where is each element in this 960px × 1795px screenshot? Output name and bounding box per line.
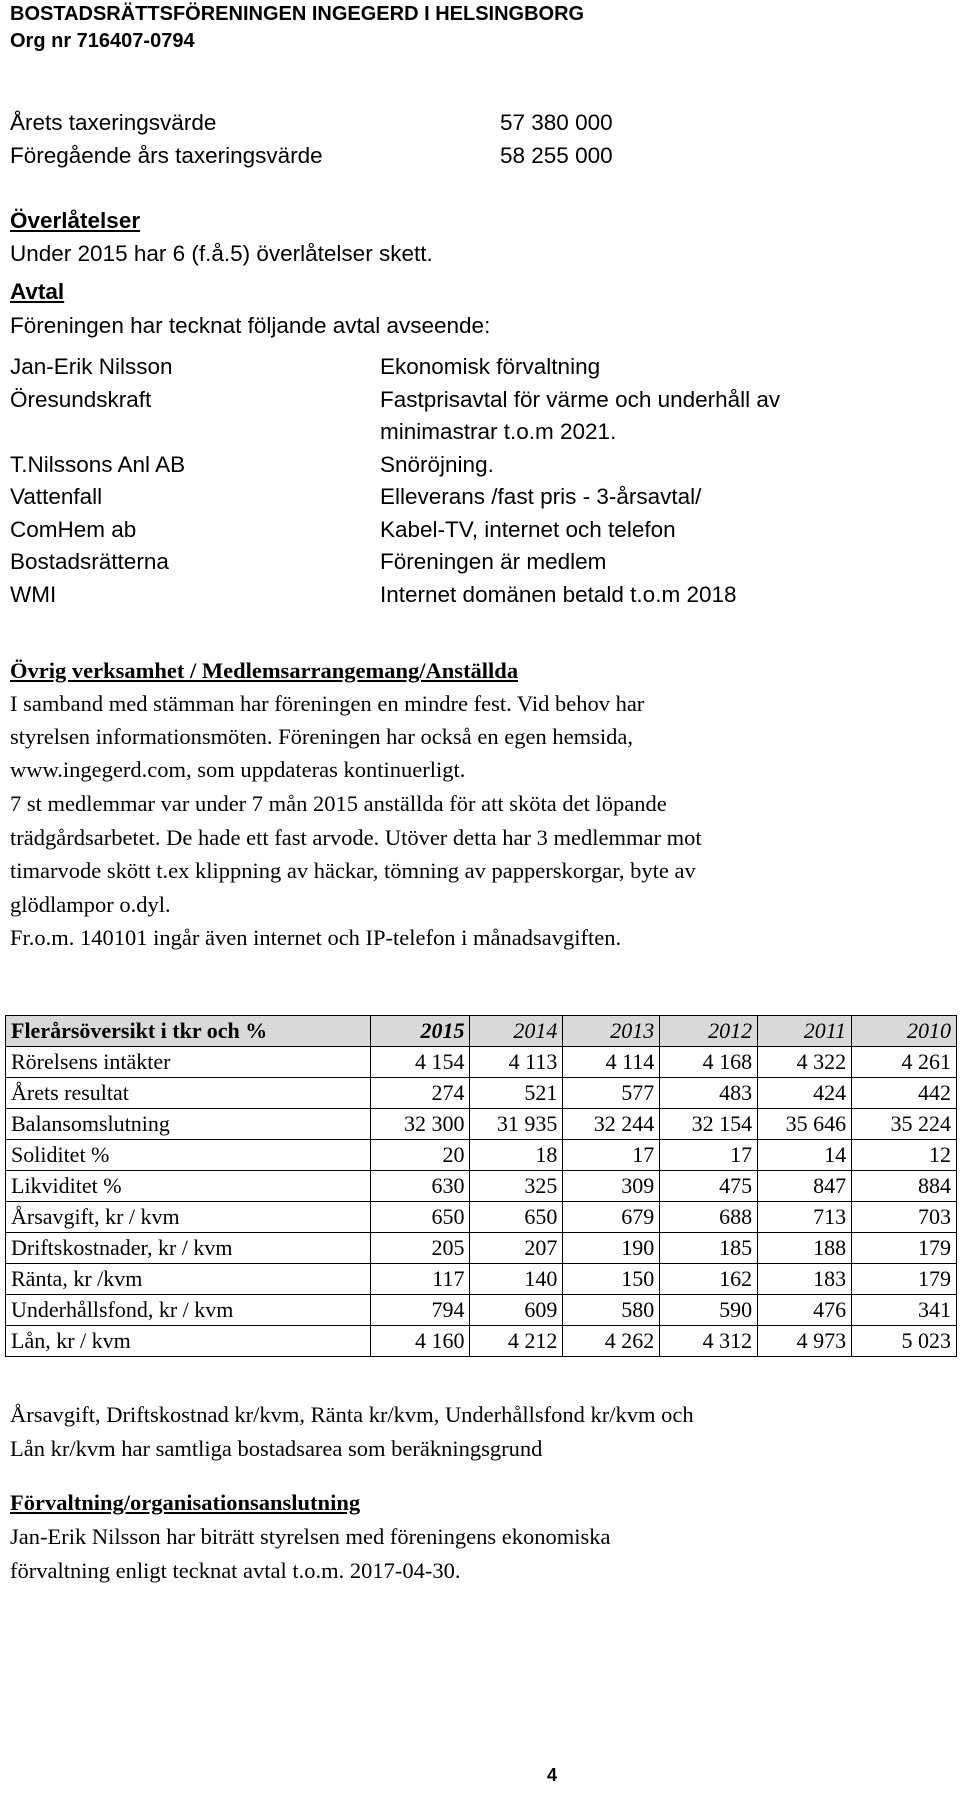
overlatelser-text: Under 2015 har 6 (f.å.5) överlåtelser skett. xyxy=(10,241,433,266)
table-cell: 341 xyxy=(852,1295,957,1326)
table-cell: 577 xyxy=(563,1078,660,1109)
row-label: Årsavgift, kr / kvm xyxy=(6,1202,371,1233)
table-cell: 4 973 xyxy=(758,1326,852,1357)
table-cell: 188 xyxy=(758,1233,852,1264)
paragraph-line: glödlampor o.dyl. xyxy=(10,892,171,917)
table-cell: 580 xyxy=(563,1295,660,1326)
paragraph-line: Fr.o.m. 140101 ingår även internet och IP-telefon i månadsavgiften. xyxy=(10,925,622,950)
row-label: Ränta, kr /kvm xyxy=(6,1264,371,1295)
row-label: Rörelsens intäkter xyxy=(6,1047,371,1078)
table-cell: 274 xyxy=(370,1078,470,1109)
year-header: 2010 xyxy=(852,1016,957,1047)
current-tax-value: 57 380 000 xyxy=(500,110,613,135)
table-cell: 205 xyxy=(370,1233,470,1264)
org-number: Org nr 716407-0794 xyxy=(10,30,195,52)
table-cell: 688 xyxy=(660,1202,758,1233)
contract-party: WMI xyxy=(10,582,57,607)
table-cell: 650 xyxy=(370,1202,470,1233)
table-cell: 32 244 xyxy=(563,1109,660,1140)
table-cell: 190 xyxy=(563,1233,660,1264)
table-cell: 140 xyxy=(470,1264,563,1295)
table-cell: 4 168 xyxy=(660,1047,758,1078)
previous-tax-label: Föregående års taxeringsvärde xyxy=(10,143,323,168)
table-cell: 4 261 xyxy=(852,1047,957,1078)
table-row xyxy=(6,1295,957,1326)
contract-description-cont: minimastrar t.o.m 2021. xyxy=(380,419,617,444)
table-cell: 521 xyxy=(470,1078,563,1109)
table-row xyxy=(6,1233,957,1264)
table-cell: 12 xyxy=(852,1140,957,1171)
year-header: 2015 xyxy=(370,1016,470,1047)
row-label: Årets resultat xyxy=(6,1078,371,1109)
row-label: Underhållsfond, kr / kvm xyxy=(6,1295,371,1326)
contract-description: Ekonomisk förvaltning xyxy=(380,354,601,379)
contract-description: Snöröjning. xyxy=(380,452,494,477)
note-line: Lån kr/kvm har samtliga bostadsarea som beräkningsgrund xyxy=(10,1436,543,1461)
overlatelser-heading: Överlåtelser xyxy=(10,208,141,233)
previous-tax-value: 58 255 000 xyxy=(500,143,613,168)
table-row xyxy=(6,1171,957,1202)
paragraph-line: styrelsen informationsmöten. Föreningen har också en egen hemsida, xyxy=(10,724,633,749)
row-label: Soliditet % xyxy=(6,1140,371,1171)
contract-party: Jan-Erik Nilsson xyxy=(10,354,173,379)
table-cell: 117 xyxy=(370,1264,470,1295)
org-name: BOSTADSRÄTTSFÖRENINGEN INGEGERD I HELSINGBORG xyxy=(10,3,585,25)
table-row xyxy=(6,1264,957,1295)
paragraph-line: förvaltning enligt tecknat avtal t.o.m. 2017-04-30. xyxy=(10,1558,461,1583)
table-cell: 713 xyxy=(758,1202,852,1233)
contract-description: Internet domänen betald t.o.m 2018 xyxy=(380,582,737,607)
table-cell: 4 212 xyxy=(470,1326,563,1357)
table-cell: 20 xyxy=(370,1140,470,1171)
table-cell: 4 322 xyxy=(758,1047,852,1078)
table-cell: 17 xyxy=(660,1140,758,1171)
table-cell: 17 xyxy=(563,1140,660,1171)
year-header: 2013 xyxy=(563,1016,660,1047)
avtal-intro: Föreningen har tecknat följande avtal avseende: xyxy=(10,313,491,338)
paragraph-line: www.ingegerd.com, som uppdateras kontinuerligt. xyxy=(10,757,466,782)
contract-description: Kabel-TV, internet och telefon xyxy=(380,517,676,542)
table-cell: 179 xyxy=(852,1264,957,1295)
row-label: Likviditet % xyxy=(6,1171,371,1202)
contract-party: Vattenfall xyxy=(10,484,103,509)
table-cell: 31 935 xyxy=(470,1109,563,1140)
table-cell: 884 xyxy=(852,1171,957,1202)
table-row xyxy=(6,1047,957,1078)
table-cell: 179 xyxy=(852,1233,957,1264)
table-cell: 650 xyxy=(470,1202,563,1233)
forvaltning-heading: Förvaltning/organisationsanslutning xyxy=(10,1490,361,1515)
table-row xyxy=(6,1326,957,1357)
table-cell: 325 xyxy=(470,1171,563,1202)
table-cell: 590 xyxy=(660,1295,758,1326)
table-row xyxy=(6,1140,957,1171)
table-cell: 4 262 xyxy=(563,1326,660,1357)
row-label: Balansomslutning xyxy=(6,1109,371,1140)
table-cell: 483 xyxy=(660,1078,758,1109)
table-cell: 847 xyxy=(758,1171,852,1202)
page-number: 4 xyxy=(547,1765,558,1785)
table-cell: 424 xyxy=(758,1078,852,1109)
table-header-row xyxy=(6,1016,957,1047)
paragraph-line: timarvode skött t.ex klippning av häckar, tömning av papperskorgar, byte av xyxy=(10,858,696,883)
table-cell: 185 xyxy=(660,1233,758,1264)
table-cell: 630 xyxy=(370,1171,470,1202)
table-cell: 162 xyxy=(660,1264,758,1295)
table-cell: 32 154 xyxy=(660,1109,758,1140)
table-cell: 4 160 xyxy=(370,1326,470,1357)
table-row xyxy=(6,1109,957,1140)
table-cell: 4 154 xyxy=(370,1047,470,1078)
table-cell: 4 312 xyxy=(660,1326,758,1357)
table-cell: 703 xyxy=(852,1202,957,1233)
paragraph-line: Jan-Erik Nilsson har biträtt styrelsen med föreningens ekonomiska xyxy=(10,1524,611,1549)
table-cell: 4 113 xyxy=(470,1047,563,1078)
table-cell: 18 xyxy=(470,1140,563,1171)
contract-description: Elleverans /fast pris - 3-årsavtal/ xyxy=(380,484,702,509)
table-cell: 35 646 xyxy=(758,1109,852,1140)
paragraph-line: 7 st medlemmar var under 7 mån 2015 anställda för att sköta det löpande xyxy=(10,791,667,816)
table-title: Flerårsöversikt i tkr och % xyxy=(6,1016,371,1047)
table-cell: 679 xyxy=(563,1202,660,1233)
ovrig-heading: Övrig verksamhet / Medlemsarrangemang/Anställda xyxy=(10,658,519,683)
row-label: Driftskostnader, kr / kvm xyxy=(6,1233,371,1264)
table-cell: 442 xyxy=(852,1078,957,1109)
year-header: 2012 xyxy=(660,1016,758,1047)
table-cell: 309 xyxy=(563,1171,660,1202)
year-header: 2011 xyxy=(758,1016,852,1047)
table-cell: 32 300 xyxy=(370,1109,470,1140)
row-label: Lån, kr / kvm xyxy=(6,1326,371,1357)
table-cell: 794 xyxy=(370,1295,470,1326)
year-header: 2014 xyxy=(470,1016,563,1047)
paragraph-line: I samband med stämman har föreningen en mindre fest. Vid behov har xyxy=(10,691,645,716)
note-line: Årsavgift, Driftskostnad kr/kvm, Ränta kr/kvm, Underhållsfond kr/kvm och xyxy=(10,1402,694,1427)
table-cell: 183 xyxy=(758,1264,852,1295)
table-row xyxy=(6,1078,957,1109)
contract-description: Föreningen är medlem xyxy=(380,549,607,574)
table-cell: 609 xyxy=(470,1295,563,1326)
contract-party: ComHem ab xyxy=(10,517,137,542)
contract-party: T.Nilssons Anl AB xyxy=(10,452,186,477)
table-cell: 476 xyxy=(758,1295,852,1326)
table-cell: 14 xyxy=(758,1140,852,1171)
table-cell: 4 114 xyxy=(563,1047,660,1078)
contract-party: Bostadsrätterna xyxy=(10,549,169,574)
table-cell: 150 xyxy=(563,1264,660,1295)
table-cell: 207 xyxy=(470,1233,563,1264)
current-tax-label: Årets taxeringsvärde xyxy=(10,110,217,135)
table-cell: 5 023 xyxy=(852,1326,957,1357)
paragraph-line: trädgårdsarbetet. De hade ett fast arvode. Utöver detta har 3 medlemmar mot xyxy=(10,825,702,850)
avtal-heading: Avtal xyxy=(10,279,65,304)
table-cell: 475 xyxy=(660,1171,758,1202)
table-cell: 35 224 xyxy=(852,1109,957,1140)
multiyear-table xyxy=(5,1015,957,1357)
table-row xyxy=(6,1202,957,1233)
contract-description: Fastprisavtal för värme och underhåll av xyxy=(380,387,781,412)
contract-party: Öresundskraft xyxy=(10,387,152,412)
